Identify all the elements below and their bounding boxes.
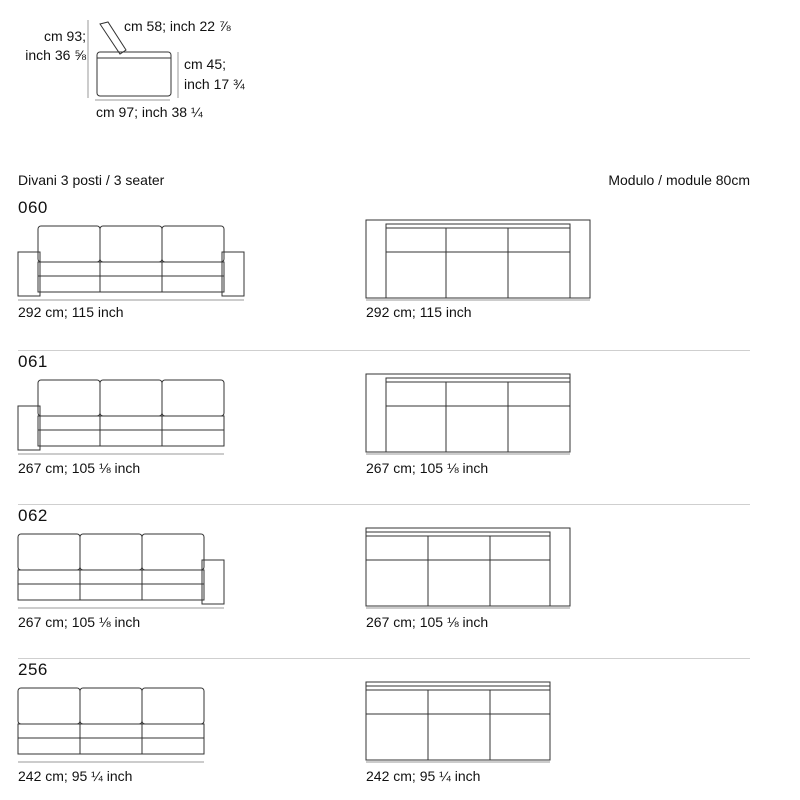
top-width-label: 242 cm; 95 ¼ inch — [366, 768, 481, 784]
model-code: 060 — [18, 198, 48, 217]
profile-height-inch-label: inch 36 ⅝ — [25, 47, 86, 63]
profile-seat-height-inch-label: inch 17 ¾ — [184, 76, 245, 92]
profile-seat-height-label: cm 45; — [184, 56, 227, 72]
front-view-061 — [18, 380, 224, 454]
front-width-label: 242 cm; 95 ¼ inch — [18, 768, 133, 784]
section-title: Divani 3 posti / 3 seater — [18, 172, 165, 188]
model-code: 062 — [18, 506, 48, 525]
section-divider — [18, 350, 750, 351]
top-view-060 — [366, 220, 590, 300]
section-divider — [18, 504, 750, 505]
front-width-label: 292 cm; 115 inch — [18, 304, 124, 320]
top-width-label: 267 cm; 105 ⅛ inch — [366, 460, 489, 476]
front-view-060 — [18, 226, 244, 300]
profile-back-depth-label: cm 58; inch 22 ⅞ — [124, 18, 231, 34]
front-view-256 — [18, 688, 204, 762]
module-label: Modulo / module 80cm — [608, 172, 750, 188]
model-code: 061 — [18, 352, 48, 371]
front-view-062 — [18, 534, 224, 608]
front-width-label: 267 cm; 105 ⅛ inch — [18, 460, 141, 476]
top-view-062 — [366, 528, 570, 608]
top-width-label: 267 cm; 105 ⅛ inch — [366, 614, 489, 630]
profile-depth-label: cm 97; inch 38 ¼ — [96, 104, 203, 120]
model-code: 256 — [18, 660, 48, 679]
section-divider — [18, 658, 750, 659]
front-width-label: 267 cm; 105 ⅛ inch — [18, 614, 141, 630]
profile-height-label: cm 93; — [43, 28, 86, 44]
top-view-061 — [366, 374, 570, 454]
top-view-256 — [366, 682, 550, 762]
top-width-label: 292 cm; 115 inch — [366, 304, 472, 320]
